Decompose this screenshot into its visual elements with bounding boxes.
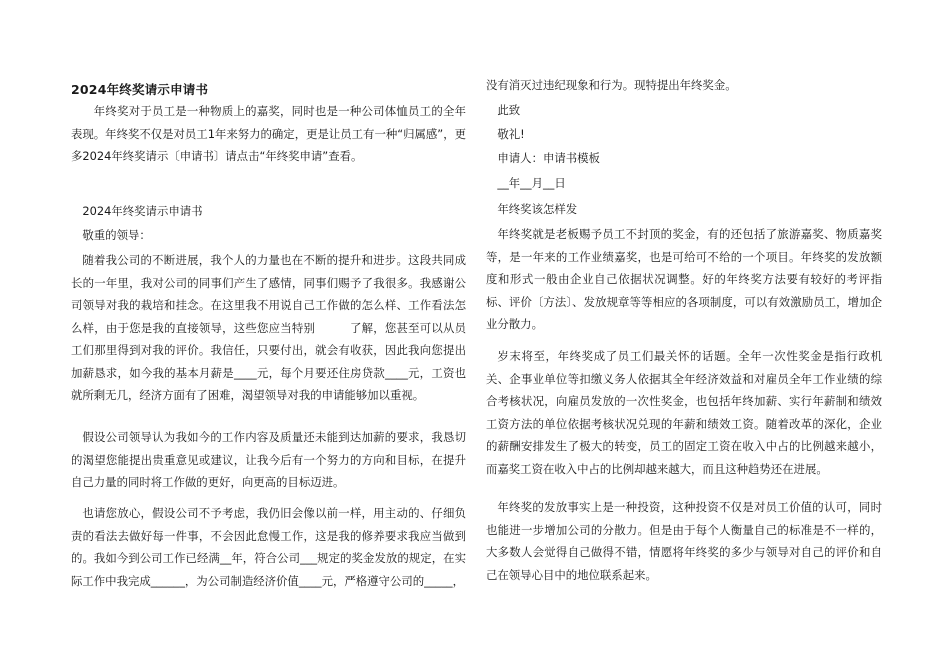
continued-text: 没有消灭过违纪现象和行为。现特提出年终奖金。 <box>486 78 737 92</box>
letter-subtitle: 2024年终奖请示申请书 <box>82 204 203 218</box>
closing-jingli: 敬礼! <box>497 127 525 141</box>
closing-cizhi: 此致 <box>497 103 521 117</box>
document-title: 2024年终奖请示申请书 <box>71 82 209 97</box>
letter-salutation: 敬重的领导： <box>82 228 151 242</box>
section-paragraph-2: 岁末将至，年终奖成了员工们最关怀的话题。全年一次性奖金是指行政机关、企事业单位等扣缴义务人依据其全年经济效益和对雇员全年工作业绩的综合考核状况，向雇员发放的一次性奖金，也包括年终加薪、实行年薪制和绩效工资方法的单位依据考核状况兑现的年薪和绩效工资。随着改革的深化，企业的薪酬安排发生了极大的转变，员工的固定工资在收入中占的比例越来越小，而嘉奖工资在收入中占的比例却越来越大，而且这种趋势还在进展。 <box>486 349 882 476</box>
body-paragraph-1: 随着我公司的不断进展，我个人的力量也在不断的提升和进步。这段共同成长的一年里，我对公司的同事们产生了感情，同事们赐予了我很多。我感谢公司领导对我的栽培和挂念。在这里我不用说自己工作做的怎么样、工作看法怎么样，由于您是我的直接领导，这些您应当特别 了解，您甚至可以从员工们那里得到对我的评价。我信任，只要付出，就会有收获，因此我向您提出加薪恳求，如今我的基本月薪是____元，每个月要还住房贷款____元，工资也就所剩无几，经济方面有了困难，渴望领导对我的申请能够加以重视。 <box>71 253 466 402</box>
applicant-line: 申请人：申请书模板 <box>497 151 600 165</box>
body-paragraph-3: 也请您放心，假设公司不予考虑，我仍旧会像以前一样，用主动的、仔细负责的看法去做好每一件事，不会因此怠慢工作，这是我的修养要求我应当做到的。我如今到公司工作已经满__年，符合公司___规定的奖金发放的规定，在实际工作中我完成______，为公司制造经济价值____元，严格遵守公司的_____， <box>71 506 466 588</box>
section-paragraph-1: 年终奖就是老板赐予员工不封顶的奖金，有的还包括了旅游嘉奖、物质嘉奖等，是一年来的工作业绩嘉奖，也是可给可不给的一个项目。年终奖的发放额度和形式一般由企业自己依据状况调整。好的年终奖方法要有较好的考评指标、评价〔方法〕、发放规章等等相应的各项制度，可以有效激励员工，增加企业分散力。 <box>486 227 882 331</box>
section-heading: 年终奖该怎样发 <box>497 202 578 216</box>
body-paragraph-2: 假设公司领导认为我如今的工作内容及质量还未能到达加薪的要求，我恳切的渴望您能提出贵重意见或建议，让我今后有一个努力的方向和目标，在提升自己力量的同时将工作做的更好，向更高的目标迈进。 <box>71 430 466 489</box>
date-line: __年__月__日 <box>497 176 566 190</box>
section-paragraph-3: 年终奖的发放事实上是一种投资，这种投资不仅是对员工价值的认可，同时也能进一步增加公司的分散力。但是由于每个人衡量自己的标准是不一样的，大多数人会觉得自己做得不错，情愿将年终奖的多少与领导对自己的评价和自己在领导心目中的地位联系起来。 <box>486 500 882 582</box>
intro-paragraph: 年终奖对于员工是一种物质上的嘉奖，同时也是一种公司体恤员工的全年表现。年终奖不仅是对员工1年来努力的确定，更是让员工有一种“归属感”，更多2024年终奖请示〔申请书〕请点击“年终奖申请”查看。 <box>71 104 466 163</box>
